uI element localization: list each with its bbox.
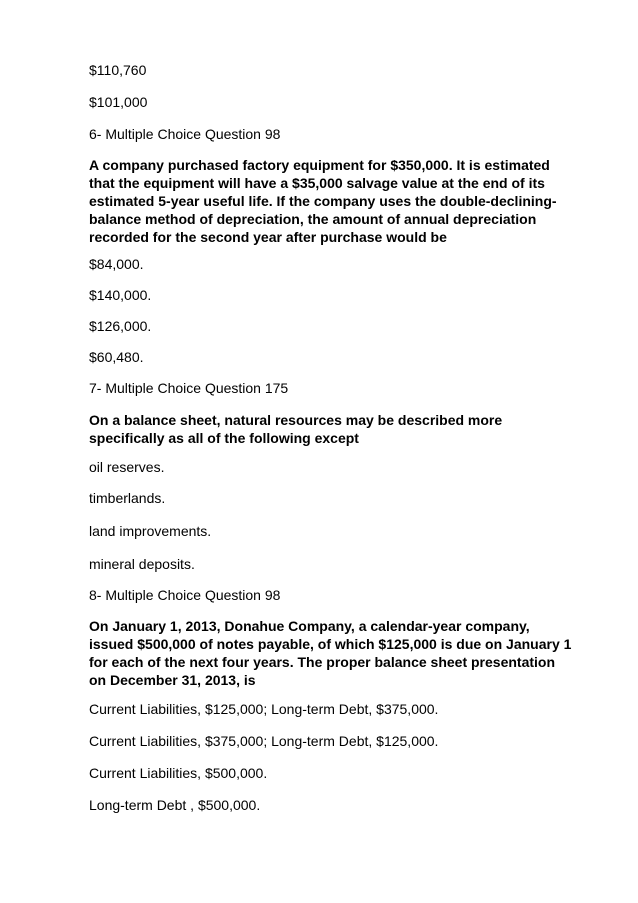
- question-7-text: [89, 411, 599, 447]
- answer-option: oil reserves.: [89, 459, 165, 475]
- answer-option: Current Liabilities, $375,000; Long-term Debt, $125,000.: [89, 733, 439, 749]
- question-8-header: 8- Multiple Choice Question 98: [89, 587, 281, 603]
- question-text-line: On a balance sheet, natural resources may be described more: [89, 412, 503, 428]
- question-text-line: for each of the next four years. The proper balance sheet presentation: [89, 654, 556, 670]
- answer-option: $140,000.: [89, 287, 152, 303]
- answer-option: $60,480.: [89, 349, 144, 365]
- answer-option: land improvements.: [89, 523, 212, 539]
- prev-answer-option: $110,760: [89, 62, 147, 78]
- answer-option: $84,000.: [89, 256, 144, 272]
- answer-option: timberlands.: [89, 490, 166, 506]
- question-text-line: recorded for the second year after purchase would be: [89, 229, 447, 245]
- question-text-line: specifically as all of the following except: [89, 430, 359, 446]
- answer-option: mineral deposits.: [89, 556, 195, 572]
- question-text-line: On January 1, 2013, Donahue Company, a calendar-year company,: [89, 618, 530, 634]
- question-6-text: [89, 156, 599, 246]
- question-6-header: 6- Multiple Choice Question 98: [89, 126, 281, 142]
- answer-option: Current Liabilities, $500,000.: [89, 765, 268, 781]
- question-text-line: A company purchased factory equipment for $350,000. It is estimated: [89, 157, 550, 173]
- question-text-line: estimated 5-year useful life. If the company uses the double-declining-: [89, 193, 557, 209]
- question-7-header: 7- Multiple Choice Question 175: [89, 380, 289, 396]
- question-8-text: [89, 617, 599, 689]
- answer-option: $126,000.: [89, 318, 152, 334]
- answer-option: Current Liabilities, $125,000; Long-term Debt, $375,000.: [89, 701, 439, 717]
- prev-answer-option: $101,000: [89, 94, 148, 110]
- question-text-line: balance method of depreciation, the amount of annual depreciation: [89, 211, 537, 227]
- answer-option: Long-term Debt , $500,000.: [89, 797, 261, 813]
- question-text-line: on December 31, 2013, is: [89, 672, 256, 688]
- question-text-line: issued $500,000 of notes payable, of which $125,000 is due on January 1: [89, 636, 572, 652]
- question-text-line: that the equipment will have a $35,000 salvage value at the end of its: [89, 175, 545, 191]
